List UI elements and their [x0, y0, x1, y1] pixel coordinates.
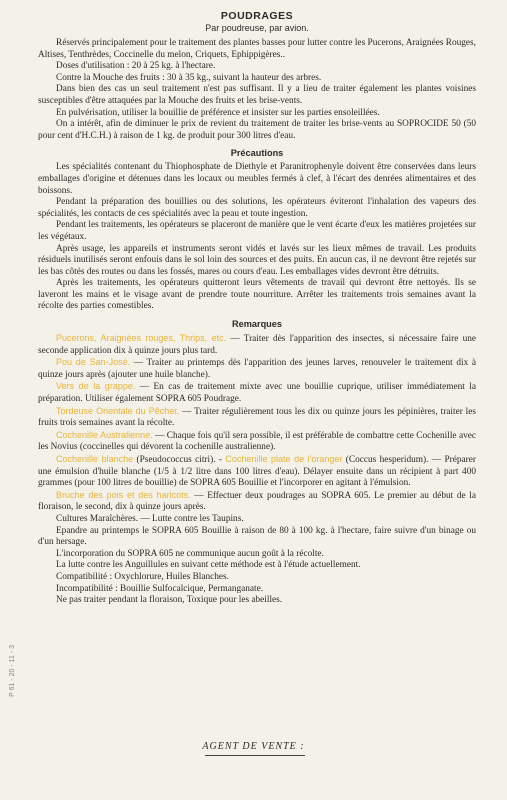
pest-name: Cochenille Australienne.	[56, 429, 153, 440]
pest-name: Pucerons, Araignées rouges, Thrips, etc.	[56, 333, 227, 344]
remarque-text: — Traiter régulièrement tous les dix ou quinze jours les pépinières, traiter les fruits trois semaines avant la récolte.	[38, 406, 476, 429]
remarque-text: (Coccus hesperidum). — Préparer une émulsion d'huile blanche (1/5 à 1/2 litre dans 100 litres d'eau). Délayer ensuite dans un récipient à part 400 grammes (pour 100 litres de bouillie) de SOPRA 605 Bouillie et l'incorporer en agitant à l'émulsion.	[38, 455, 476, 489]
remarque-extra: Incompatibilité : Bouillie Sulfocalcique, Permanganate.	[56, 583, 264, 594]
precaution-paragraph: Pendant la préparation des bouillies ou des solutions, les opérateurs éviteront l'inhalation des vapeurs des spécialités, les contacts de ces spécialités avec la peau et toute ingestion.	[38, 197, 476, 219]
remarque-extra: La lutte contre les Anguillules en suivant cette méthode est à l'étude actuellement.	[56, 560, 361, 571]
precaution-paragraph: Après usage, les appareils et instruments seront vidés et lavés sur les lieux mêmes de travail. Les produits résiduels inutilisés seront enfouis dans le sol loin des sources et des puits. En aucun cas, il ne devront être rejetés sur les bas côtés des routes ou dans les fossés, mares ou cours d'eau. Les emballages vides devront être détruits.	[38, 243, 476, 277]
remarque-text: — Chaque fois qu'il sera possible, il est préférable de combattre cette Cochenille avec les Novius (coccinelles qui dévorent la cochenille australienne).	[38, 430, 476, 453]
precaution-paragraph: Pendant les traitements, les opérateurs se placeront de manière que le vent écarte d'eux les matières projetées sur les végétaux.	[38, 220, 476, 242]
remarque-text: — En cas de traitement mixte avec une bouillie cuprique, utiliser immédiatement la préparation. Utiliser également SOPRA 605 Poudrage.	[38, 382, 476, 405]
remarque-item	[38, 357, 476, 381]
remarque-extra: Cultures Maraîchères. — Lutte contre les Taupins.	[56, 513, 244, 524]
intro-paragraph: Contre la Mouche des fruits : 30 à 35 kg., suivant la hauteur des arbres.	[56, 72, 322, 83]
intro-paragraph: Réservés principalement pour le traitement des plantes basses pour lutter contre les Pucerons, Araignées Rouges, Altises, Tenthrèdes, Coccinelle du melon, Criquets, Ephippigères..	[38, 38, 476, 60]
pest-name: Pou de San-José.	[56, 357, 131, 368]
remarque-item	[38, 333, 476, 357]
remarque-text: (Pseudococcus citri). -	[133, 455, 226, 465]
page-subtitle: Par poudreuse, par avion.	[205, 23, 309, 33]
pest-name: Bruche des pois et des haricots.	[56, 489, 191, 500]
remarque-item	[38, 381, 476, 405]
intro-paragraph: Dans bien des cas un seul traitement n'est pas suffisant. Il y a lieu de traiter également les plantes voisines susceptibles d'être attaquées par la Mouche des fruits et les brise-vents.	[38, 84, 476, 106]
remarque-extra: L'incorporation du SOPRA 605 ne communique aucun goût à la récolte.	[56, 548, 324, 559]
remarques-heading: Remarques	[231, 319, 283, 330]
remarque-extra: Ne pas traiter pendant la floraison, Toxique pour les abeilles.	[56, 595, 283, 606]
remarque-item	[38, 454, 476, 490]
page-title: POUDRAGES	[220, 10, 294, 22]
remarque-text: — Effectuer deux poudrages au SOPRA 605. Le premier au début de la floraison, le second, dix à quinze jours après.	[38, 490, 476, 513]
pest-name: Tordeuse Orientale du Pêcher.	[56, 405, 180, 416]
remarque-extra: Compatibilité : Oxychlorure, Huiles Blanches.	[56, 571, 229, 582]
remarque-item	[38, 430, 476, 454]
pest-name: Vers de la grappe.	[56, 381, 136, 392]
precautions-heading: Précautions	[230, 148, 284, 159]
remarque-item	[38, 406, 476, 430]
intro-paragraph: En pulvérisation, utiliser la bouillie de préférence et insister sur les parties ensoleillées.	[56, 107, 380, 118]
remarque-extra: Epandre au printemps le SOPRA 605 Bouillie à raison de 80 à 100 kg. à l'hectare, faire suivre d'un binage ou d'un hersage.	[38, 525, 476, 548]
agent-underline	[205, 755, 305, 756]
content	[38, 10, 476, 607]
remarque-text: — Traiter dès l'apparition des insectes, si nécessaire faire une seconde application dix à quinze jours plus tard.	[38, 334, 476, 356]
intro-paragraph: Doses d'utilisation : 20 à 25 kg. à l'hectare.	[56, 61, 216, 72]
remarque-text: — Traiter au printemps dès l'apparition des jeunes larves, renouveler le traitement dix à quinze jours après (ajouter une huile blanche).	[38, 358, 476, 380]
intro-paragraph: On a intérêt, afin de diminuer le prix de revient du traitement de traiter les brise-vents au SOPROCIDE 50 (50 pour cent d'H.C.H.) à raison de 1 kg. de produit pour 300 litres d'eau.	[38, 119, 476, 141]
remarque-item	[38, 490, 476, 514]
precaution-paragraph: Après les traitements, les opérateurs quitteront leurs vêtements de travail qui devront être nettoyés. Ils se laveront les mains et le visage avant de prendre toute nourriture. Arrêter les traitements trois semaines avant la récolte des parties comestibles.	[38, 278, 476, 312]
pest-name: Cochenille blanche	[56, 454, 134, 464]
precaution-paragraph: Les spécialités contenant du Thiophosphate de Diethyle et Paranitrophenyle doivent être conservées dans leurs emballages d'origine et détenues dans les locaux ou meubles fermés à clef, à l'écart des denrées alimentaires et des boissons.	[38, 162, 476, 196]
pest-name: Cochenille plate de l'oranger	[225, 454, 343, 464]
agent-de-vente: AGENT DE VENTE :	[202, 741, 305, 752]
print-code: P 61 - 20 - 11 - 3	[9, 645, 16, 697]
